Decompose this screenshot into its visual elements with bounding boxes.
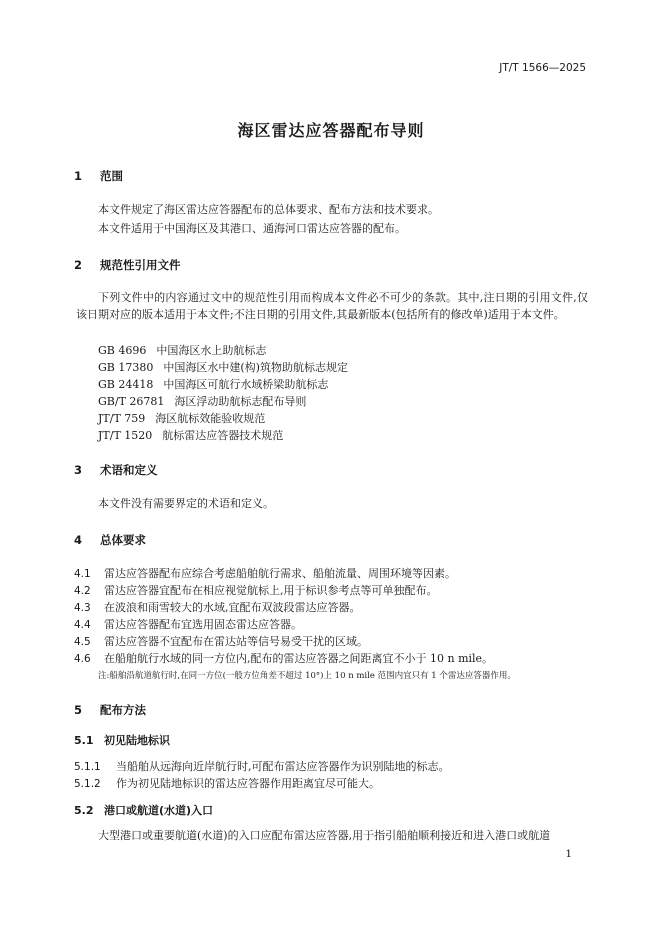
clause-number: 4.5	[74, 636, 91, 648]
clause-text: 作为初见陆地标识的雷达应答器作用距离宜尽可能大。	[116, 777, 380, 790]
section-4-note: 注:船舶沿航道航行时,在同一方位(一般方位角差不超过 10°)上 10 n mile 范围内宜只有 1 个雷达应答器作用。	[98, 671, 516, 681]
section-2-heading	[74, 257, 181, 273]
reference-title: 中国海区水中建(构)筑物助航标志规定	[163, 361, 348, 374]
reference-code: JT/T 1520	[98, 429, 153, 442]
reference-item	[98, 376, 328, 392]
section-number: 4	[74, 533, 83, 547]
reference-code: GB 24418	[98, 378, 154, 391]
clause-text: 雷达应答器配布宜选用固态雷达应答器。	[104, 618, 302, 631]
section-number: 5	[74, 703, 83, 717]
clause-number: 4.6	[74, 653, 91, 665]
section-title: 范围	[100, 169, 123, 183]
reference-title: 中国海区水上助航标志	[156, 344, 267, 357]
clause-text: 当船舶从远海向近岸航行时,可配布雷达应答器作为识别陆地的标志。	[116, 760, 450, 773]
clause-number: 4.1	[74, 568, 91, 580]
section-1-heading	[74, 168, 123, 184]
reference-code: GB/T 26781	[98, 395, 165, 408]
section-4-heading	[74, 532, 146, 548]
clause-text: 雷达应答器不宜配布在雷达站等信号易受干扰的区域。	[104, 635, 368, 648]
reference-item	[98, 359, 348, 375]
section-3-heading	[74, 462, 158, 478]
section-title: 配布方法	[100, 703, 146, 717]
document-title: 海区雷达应答器配布导则	[237, 121, 425, 140]
page-number: 1	[565, 848, 572, 860]
section-number: 2	[74, 258, 83, 272]
clause-number: 4.2	[74, 585, 91, 597]
section-title: 规范性引用文件	[100, 258, 181, 272]
reference-title: 海区航标效能验收规范	[155, 412, 266, 425]
subsection-number: 5.1	[74, 734, 94, 747]
subsection-5-1-heading	[74, 732, 170, 748]
clause-text: 在波浪和雨雪较大的水域,宜配布双波段雷达应答器。	[104, 601, 361, 614]
clause-text: 在船舶航行水域的同一方位内,配布的雷达应答器之间距离宜不小于 10 n mile。	[104, 652, 494, 665]
clause-4-6	[74, 650, 493, 666]
clause-number: 5.1.1	[74, 761, 101, 773]
subsection-title: 初见陆地标识	[104, 734, 170, 747]
reference-title: 中国海区可航行水域桥梁助航标志	[163, 378, 329, 391]
reference-item	[98, 427, 283, 443]
reference-item	[98, 393, 306, 409]
clause-number: 4.4	[74, 619, 91, 631]
clause-4-4	[74, 616, 302, 632]
clause-4-3	[74, 599, 361, 615]
section-2-intro: 下列文件中的内容通过文中的规范性引用而构成本文件必不可少的条款。其中,注日期的引用文件,仅该日期对应的版本适用于本文件;不注日期的引用文件,其最新版本(包括所有的修改单)适用于本文件。	[76, 291, 588, 321]
subsection-5-2-text: 大型港口或重要航道(水道)的入口应配布雷达应答器,用于指引船舶顺利接近和进入港口或航道	[98, 829, 551, 842]
reference-title: 航标雷达应答器技术规范	[162, 429, 284, 442]
subsection-title: 港口或航道(水道)入口	[104, 804, 214, 817]
standard-code: JT/T 1566—2025	[499, 62, 586, 74]
subsection-number: 5.2	[74, 804, 94, 817]
reference-code: GB 17380	[98, 361, 154, 374]
reference-title: 海区浮动助航标志配布导则	[174, 395, 307, 408]
clause-5-1-1	[74, 758, 450, 774]
clause-number: 4.3	[74, 602, 91, 614]
section-number: 1	[74, 169, 83, 183]
clause-number: 5.1.2	[74, 778, 101, 790]
subsection-5-2-heading	[74, 802, 213, 818]
section-5-heading	[74, 702, 146, 718]
clause-text: 雷达应答器配布应综合考虑船舶航行需求、船舶流量、周围环境等因素。	[104, 567, 456, 580]
clause-4-1	[74, 565, 456, 581]
clause-text: 雷达应答器宜配布在相应视觉航标上,用于标识参考点等可单独配布。	[104, 584, 438, 597]
section-3-paragraph: 本文件没有需要界定的术语和定义。	[98, 497, 274, 510]
section-1-paragraph-1: 本文件规定了海区雷达应答器配布的总体要求、配布方法和技术要求。	[98, 203, 439, 216]
reference-code: GB 4696	[98, 344, 147, 357]
reference-item	[98, 410, 265, 426]
clause-4-5	[74, 633, 368, 649]
section-1-paragraph-2: 本文件适用于中国海区及其港口、通海河口雷达应答器的配布。	[98, 222, 406, 235]
reference-code: JT/T 759	[98, 412, 146, 425]
section-number: 3	[74, 463, 83, 477]
reference-item	[98, 342, 266, 358]
clause-5-1-2	[74, 775, 380, 791]
clause-4-2	[74, 582, 438, 598]
section-title: 术语和定义	[100, 463, 158, 477]
section-title: 总体要求	[100, 533, 146, 547]
